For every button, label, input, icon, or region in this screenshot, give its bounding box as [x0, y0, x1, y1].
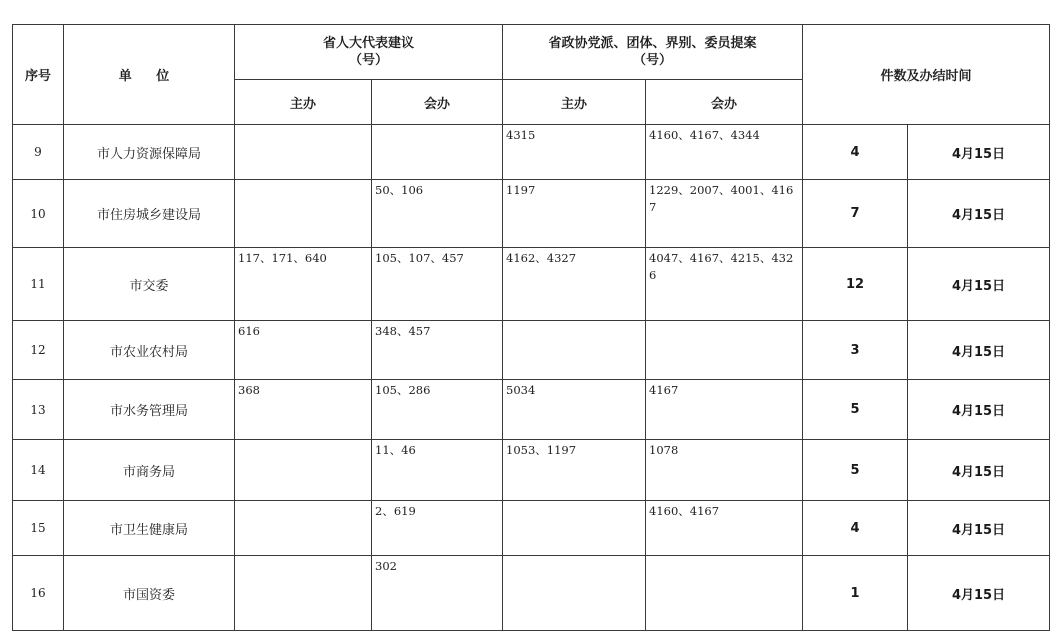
row-count: 3 [803, 321, 908, 380]
row-date: 4月15日 [908, 501, 1050, 556]
header-seq: 序号 [13, 25, 64, 125]
row-cppcc-assist: 1229、2007、4001、4167 [646, 180, 803, 248]
header-npc-group [235, 25, 503, 80]
row-cppcc-assist: 4167 [646, 380, 803, 440]
row-npc-assist: 302 [372, 556, 503, 631]
row-npc-host [235, 501, 372, 556]
row-npc-host [235, 440, 372, 501]
table-row [13, 321, 1050, 380]
row-seq: 9 [13, 125, 64, 180]
row-date: 4月15日 [908, 248, 1050, 321]
row-count: 5 [803, 380, 908, 440]
row-cppcc-host: 4315 [503, 125, 646, 180]
row-cppcc-host: 4162、4327 [503, 248, 646, 321]
proposal-table [12, 24, 1050, 631]
table-row [13, 556, 1050, 631]
row-npc-assist: 11、46 [372, 440, 503, 501]
header-cppcc-host: 主办 [503, 80, 646, 125]
row-date: 4月15日 [908, 440, 1050, 501]
row-cppcc-assist [646, 321, 803, 380]
row-seq: 16 [13, 556, 64, 631]
row-cppcc-host: 1197 [503, 180, 646, 248]
row-seq: 15 [13, 501, 64, 556]
row-npc-assist: 105、286 [372, 380, 503, 440]
row-unit: 市住房城乡建设局 [64, 180, 235, 248]
header-npc-host: 主办 [235, 80, 372, 125]
row-npc-host: 117、171、640 [235, 248, 372, 321]
row-cppcc-assist [646, 556, 803, 631]
row-count: 7 [803, 180, 908, 248]
row-cppcc-assist: 4047、4167、4215、4326 [646, 248, 803, 321]
row-npc-assist: 105、107、457 [372, 248, 503, 321]
table-row [13, 380, 1050, 440]
row-npc-assist: 2、619 [372, 501, 503, 556]
row-count: 12 [803, 248, 908, 321]
header-cppcc-group [503, 25, 803, 80]
row-cppcc-assist: 4160、4167 [646, 501, 803, 556]
header-npc-unit: （号） [349, 53, 389, 68]
table-row [13, 248, 1050, 321]
table-header [13, 25, 1050, 125]
row-seq: 14 [13, 440, 64, 501]
table-row [13, 501, 1050, 556]
row-unit: 市交委 [64, 248, 235, 321]
row-count: 1 [803, 556, 908, 631]
row-npc-host: 616 [235, 321, 372, 380]
table-row [13, 180, 1050, 248]
row-npc-assist: 50、106 [372, 180, 503, 248]
row-unit: 市农业农村局 [64, 321, 235, 380]
row-date: 4月15日 [908, 556, 1050, 631]
row-cppcc-assist: 1078 [646, 440, 803, 501]
row-npc-assist [372, 125, 503, 180]
row-npc-host: 368 [235, 380, 372, 440]
row-cppcc-host: 1053、1197 [503, 440, 646, 501]
row-seq: 10 [13, 180, 64, 248]
row-date: 4月15日 [908, 380, 1050, 440]
header-npc-title: 省人大代表建议 [323, 36, 415, 51]
row-unit: 市商务局 [64, 440, 235, 501]
table-body [13, 125, 1050, 631]
row-date: 4月15日 [908, 125, 1050, 180]
row-cppcc-host [503, 321, 646, 380]
row-unit: 市国资委 [64, 556, 235, 631]
row-npc-host [235, 556, 372, 631]
row-seq: 11 [13, 248, 64, 321]
row-cppcc-host: 5034 [503, 380, 646, 440]
header-cppcc-unit: （号） [633, 53, 673, 68]
row-cppcc-host [503, 501, 646, 556]
header-npc-assist: 会办 [372, 80, 503, 125]
table-row [13, 440, 1050, 501]
header-unit: 单 位 [64, 25, 235, 125]
row-unit: 市卫生健康局 [64, 501, 235, 556]
row-date: 4月15日 [908, 180, 1050, 248]
row-date: 4月15日 [908, 321, 1050, 380]
row-npc-host [235, 125, 372, 180]
row-npc-host [235, 180, 372, 248]
table-row [13, 125, 1050, 180]
row-seq: 13 [13, 380, 64, 440]
header-count-time: 件数及办结时间 [803, 25, 1050, 125]
header-cppcc-assist: 会办 [646, 80, 803, 125]
row-count: 4 [803, 125, 908, 180]
row-count: 4 [803, 501, 908, 556]
row-npc-assist: 348、457 [372, 321, 503, 380]
proposal-table-sheet [12, 24, 1049, 632]
row-cppcc-host [503, 556, 646, 631]
header-cppcc-title: 省政协党派、团体、界别、委员提案 [548, 36, 757, 51]
row-unit: 市水务管理局 [64, 380, 235, 440]
row-seq: 12 [13, 321, 64, 380]
row-cppcc-assist: 4160、4167、4344 [646, 125, 803, 180]
row-count: 5 [803, 440, 908, 501]
row-unit: 市人力资源保障局 [64, 125, 235, 180]
